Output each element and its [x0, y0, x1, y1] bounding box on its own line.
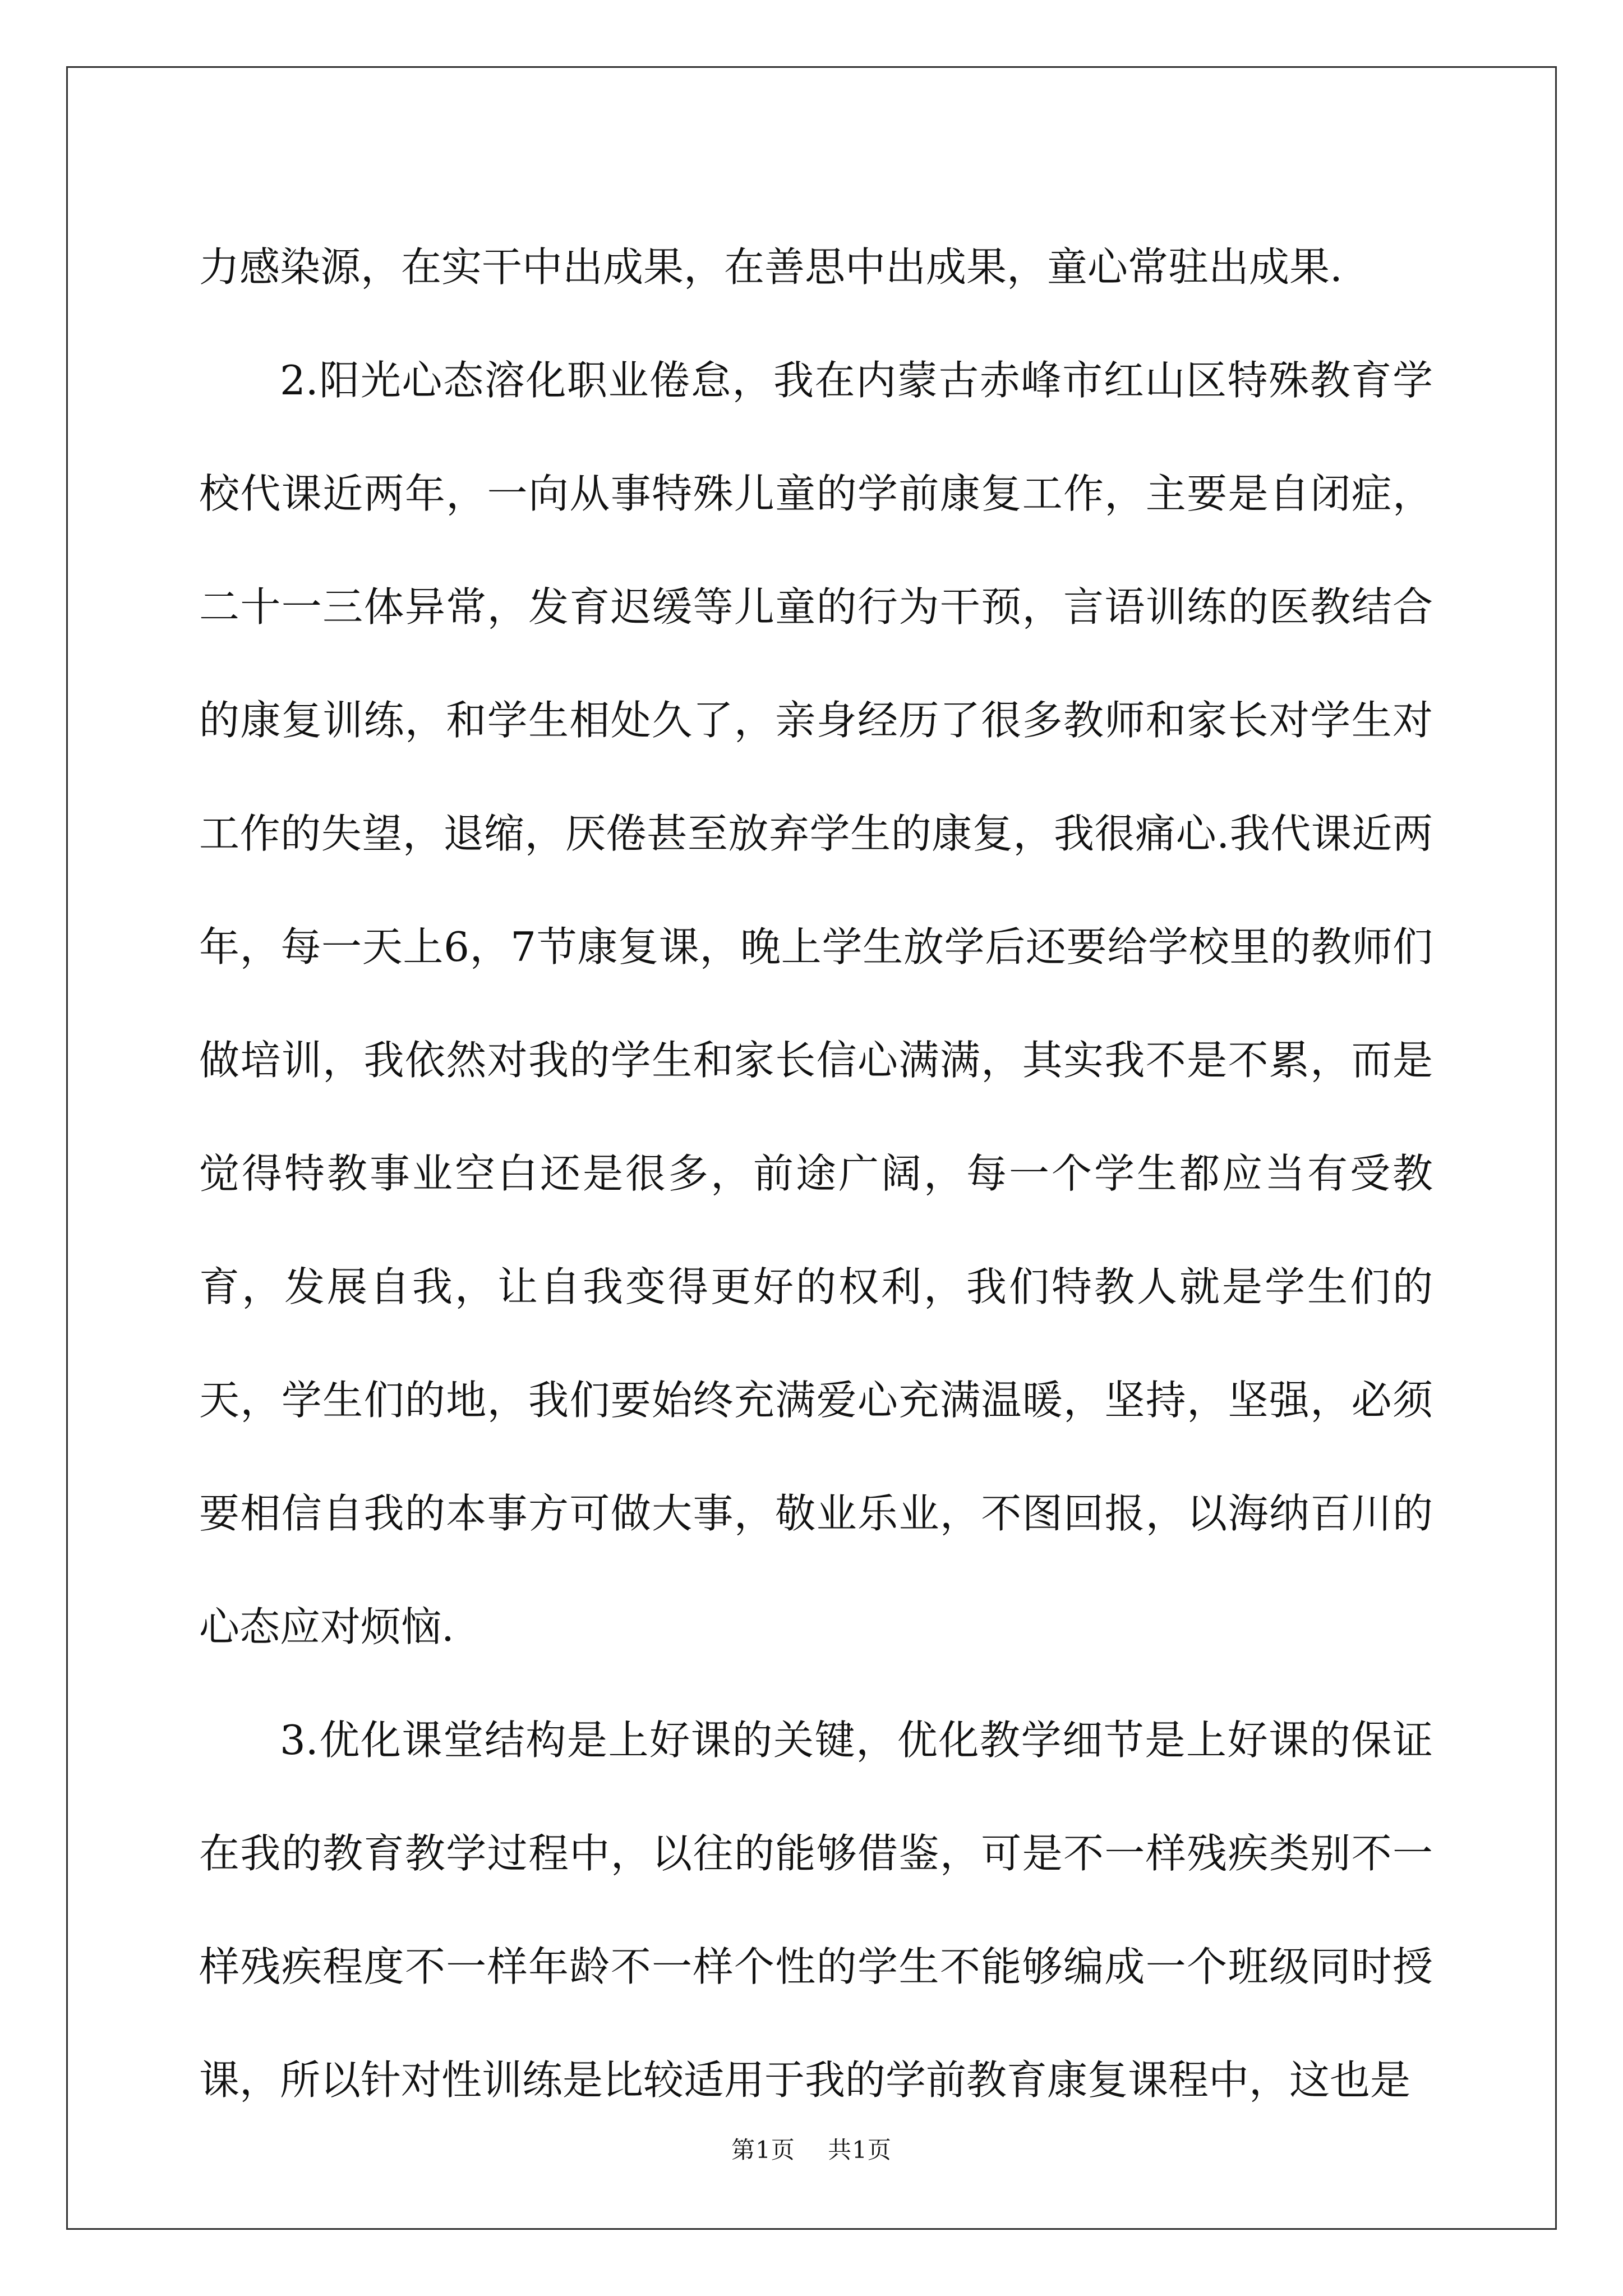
page-footer	[0, 2132, 1623, 2165]
page-number: 第1页	[731, 2136, 795, 2164]
paragraph-2: 2.阳光心态溶化职业倦怠，我在内蒙古赤峰市红山区特殊教育学校代课近两年，一向从事特殊儿童的学前康复工作，主要是自闭症，二十一三体异常，发育迟缓等儿童的行为干预，言语训练的医教结合的康复训练，和学生相处久了，亲身经历了很多教师和家长对学生对工作的失望，退缩，厌倦甚至放弃学生的康复，我很痛心.我代课近两年，每一天上6，7节康复课，晚上学生放学后还要给学校里的教师们做培训，我依然对我的学生和家长信心满满，其实我不是不累，而是觉得特教事业空白还是很多，前途广阔，每一个学生都应当有受教育，发展自我，让自我变得更好的权利，我们特教人就是学生们的天，学生们的地，我们要始终充满爱心充满温暖，坚持，坚强，必须要相信自我的本事方可做大事，敬业乐业，不图回报，以海纳百川的心态应对烦恼.	[199, 357, 1433, 1650]
paragraph-1: 力感染源，在实干中出成果，在善思中出成果，童心常驻出成果.	[199, 243, 1343, 291]
paragraph-3: 3.优化课堂结构是上好课的关键，优化教学细节是上好课的保证在我的教育教学过程中，以往的能够借鉴，可是不一样残疾类别不一样残疾程度不一样年龄不一样个性的学生不能够编成一个班级同时授课，所以针对性训练是比较适用于我的学前教育康复课程中，这也是	[199, 1717, 1433, 2104]
page-total: 共1页	[828, 2136, 892, 2164]
document-body	[199, 210, 1433, 2137]
